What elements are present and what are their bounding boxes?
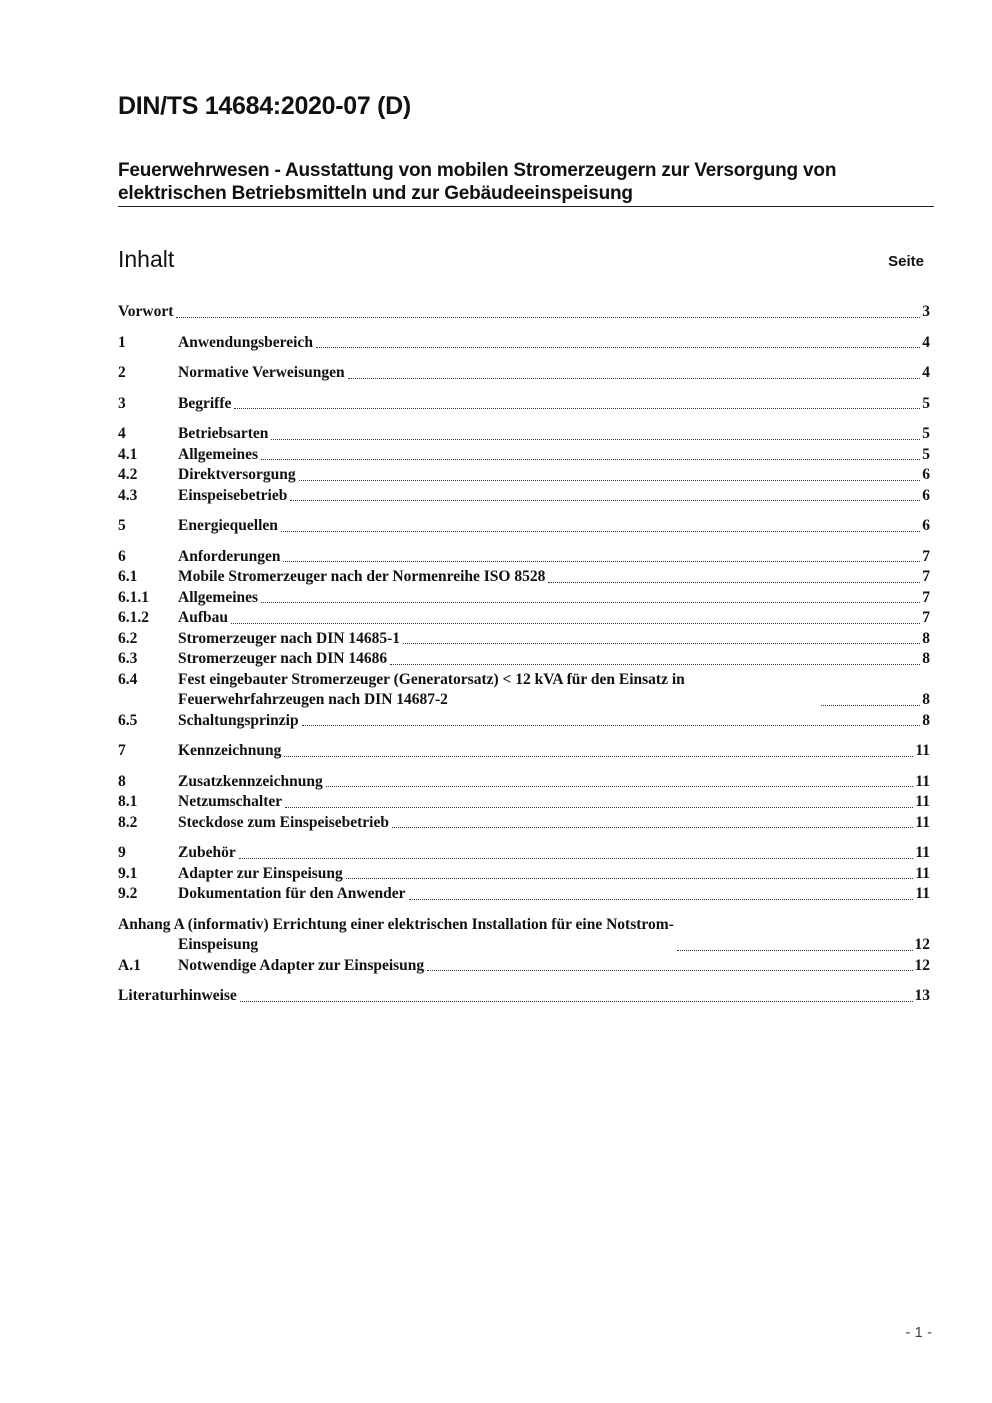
toc-entry-number: 7	[118, 742, 126, 759]
toc-entry-page: 6	[922, 466, 930, 483]
dot-leader	[281, 531, 920, 532]
toc-entry-page: 8	[922, 629, 930, 647]
toc-entry-4-1[interactable]	[118, 445, 930, 466]
toc-entry-6-2[interactable]	[118, 629, 930, 650]
dot-leader	[285, 807, 913, 808]
toc-entry-1[interactable]	[118, 333, 930, 354]
dot-leader	[316, 347, 920, 348]
dot-leader	[403, 643, 920, 644]
toc-entry-8[interactable]	[118, 772, 930, 793]
dot-leader	[284, 756, 913, 757]
toc-entry-page: 11	[915, 813, 930, 831]
toc-entry-title: Allgemeines	[178, 445, 259, 463]
toc-entry-6-3[interactable]	[118, 649, 930, 670]
toc-entry-title: Einspeisebetrieb	[178, 486, 288, 504]
toc-entry-number: 4.2	[118, 466, 138, 483]
toc-entry-title: Allgemeines	[178, 588, 259, 606]
toc-entry-title: Anwendungsbereich	[178, 333, 313, 351]
toc-entry-title: Anforderungen	[178, 547, 281, 565]
dot-leader	[299, 480, 921, 481]
toc-entry-page: 8	[922, 650, 930, 667]
toc-entry-title: Aufbau	[178, 609, 228, 626]
dot-leader	[261, 459, 920, 460]
toc-entry-page: 11	[915, 793, 930, 810]
dot-leader	[302, 725, 921, 726]
toc-entry-page: 4	[922, 333, 930, 351]
dot-leader	[409, 899, 914, 900]
toc-entry-number: 9.1	[118, 864, 138, 882]
dot-leader	[261, 602, 920, 603]
toc-entry-9[interactable]	[118, 843, 930, 864]
toc-entry-6-1-1[interactable]	[118, 588, 930, 609]
toc-entry-page: 12	[914, 936, 930, 953]
toc-entry-page: 7	[922, 609, 930, 626]
toc-entry-page: 6	[922, 486, 930, 504]
toc-entry-anhang-a[interactable]	[118, 915, 930, 956]
toc-entry-8-1[interactable]	[118, 792, 930, 813]
toc-entry-page: 11	[915, 864, 930, 882]
toc-entry-page: 3	[922, 303, 930, 320]
toc-entry-number: 4.1	[118, 445, 138, 463]
dot-leader	[346, 878, 914, 879]
toc-entry-title: Notwendige Adapter zur Einspeisung	[178, 956, 425, 974]
toc-entry-8-2[interactable]	[118, 813, 930, 834]
toc-entry-page: 8	[922, 691, 930, 708]
toc-entry-6-5[interactable]	[118, 711, 930, 732]
toc-entry-number: 6.2	[118, 629, 138, 647]
toc-entry-number: 8	[118, 772, 126, 790]
toc-entry-page: 8	[922, 711, 930, 729]
document-id: DIN/TS 14684:2020-07 (D)	[118, 92, 411, 120]
toc-entry-number: 6.4	[118, 670, 138, 688]
dot-leader	[677, 950, 913, 951]
toc-entry-page: 13	[914, 987, 930, 1004]
toc-entry-6[interactable]	[118, 547, 930, 568]
toc-entry-page: 5	[922, 394, 930, 412]
toc-entry-number: 6.5	[118, 711, 138, 729]
toc-entry-9-1[interactable]	[118, 864, 930, 885]
toc-heading: Inhalt	[118, 246, 175, 272]
dot-leader	[348, 378, 921, 379]
toc-entry-page: 5	[922, 425, 930, 442]
toc-entry-title: Zusatzkennzeichnung	[178, 772, 323, 790]
toc-entry-number: 6.3	[118, 650, 138, 667]
dot-leader	[239, 858, 914, 859]
toc-entry-number: 3	[118, 394, 126, 412]
toc-entry-number: 9	[118, 844, 126, 861]
toc-entry-title: Dokumentation für den Anwender	[178, 885, 406, 902]
toc-entry-page: 11	[915, 885, 930, 902]
title-divider	[118, 206, 934, 207]
annex-title-line-1: Anhang A (informativ) Errichtung einer elektrischen Installation für eine Notstrom-	[118, 915, 674, 933]
toc-entry-2[interactable]	[118, 363, 930, 384]
page-number: - 1 -	[905, 1324, 932, 1341]
toc-entry-number: 5	[118, 517, 126, 534]
toc-entry-title: Adapter zur Einspeisung	[178, 864, 343, 882]
annex-title-line-2: Einspeisung	[178, 936, 259, 953]
toc-entry-title: Kennzeichnung	[178, 742, 282, 759]
toc-entry-page: 7	[922, 568, 930, 585]
toc-entry-9-2[interactable]	[118, 884, 930, 905]
dot-leader	[283, 561, 920, 562]
toc-entry-6-1[interactable]	[118, 567, 930, 588]
toc-entry-number: 1	[118, 333, 126, 351]
toc-entry-vorwort[interactable]	[118, 302, 930, 323]
toc-entry-number: 6.1.1	[118, 588, 149, 606]
document-title: Feuerwehrwesen - Ausstattung von mobilen Stromerzeugern zur Versorgung von elektrischen Betriebsmitteln und zur Gebäudeeinspeisung	[118, 160, 837, 204]
dot-leader	[231, 623, 920, 624]
toc-entry-6-4[interactable]	[118, 670, 930, 711]
toc-entry-title: Fest eingebauter Stromerzeuger (Generatorsatz) < 12 kVA für den Einsatz in Feuerwehrfahrzeugen nach DIN 14687-2	[178, 670, 685, 708]
dot-leader	[427, 970, 912, 971]
toc-entry-title: Vorwort	[118, 303, 174, 320]
dot-leader	[234, 408, 920, 409]
toc-entry-page: 11	[915, 772, 930, 790]
toc-entry-number: 4.3	[118, 486, 138, 504]
toc-entry-title: Normative Verweisungen	[178, 364, 345, 381]
toc-entry-number: A.1	[118, 956, 141, 974]
toc-entry-4-3[interactable]	[118, 486, 930, 507]
toc-entry-number: 8.2	[118, 813, 138, 831]
toc-entry-page: 12	[914, 956, 930, 974]
toc-entry-page: 11	[915, 844, 930, 861]
dot-leader	[290, 500, 920, 501]
toc-entry-number: 6.1	[118, 568, 138, 585]
toc-entry-title: Direktversorgung	[178, 466, 296, 483]
dot-leader	[326, 786, 914, 787]
dot-leader	[548, 582, 920, 583]
table-of-contents	[118, 302, 930, 1007]
toc-entry-title: Stromerzeuger nach DIN 14685-1	[178, 629, 400, 647]
toc-entry-title: Stromerzeuger nach DIN 14686	[178, 650, 388, 667]
toc-entry-7[interactable]	[118, 741, 930, 762]
toc-entry-page: 7	[922, 588, 930, 606]
toc-entry-page: 4	[922, 364, 930, 381]
dot-leader	[271, 439, 920, 440]
toc-entry-title: Mobile Stromerzeuger nach der Normenreihe ISO 8528	[178, 568, 546, 585]
toc-entry-title: Netzumschalter	[178, 793, 283, 810]
toc-entry-page: 5	[922, 445, 930, 463]
dot-leader	[392, 827, 913, 828]
dot-leader	[240, 1001, 913, 1002]
toc-entry-literaturhinweise[interactable]	[118, 986, 930, 1007]
toc-entry-number: 6.1.2	[118, 609, 149, 626]
toc-entry-title: Begriffe	[178, 394, 232, 412]
toc-entry-number: 9.2	[118, 885, 138, 902]
toc-entry-title: Steckdose zum Einspeisebetrieb	[178, 813, 389, 831]
toc-entry-6-1-2[interactable]	[118, 608, 930, 629]
toc-entry-5[interactable]	[118, 516, 930, 537]
toc-entry-number: 2	[118, 364, 126, 381]
dot-leader	[821, 705, 920, 706]
page-column-label: Seite	[888, 253, 924, 270]
toc-entry-title: Energiequellen	[178, 517, 278, 534]
toc-entry-title	[118, 915, 674, 956]
toc-entry-number: 6	[118, 547, 126, 565]
toc-entry-a-1[interactable]	[118, 956, 930, 977]
toc-entry-number: 4	[118, 425, 126, 442]
toc-entry-number: 8.1	[118, 793, 138, 810]
dot-leader	[390, 664, 920, 665]
dot-leader	[176, 317, 920, 318]
toc-entry-title: Betriebsarten	[178, 425, 269, 442]
toc-entry-title: Literaturhinweise	[118, 987, 237, 1004]
toc-entry-page: 11	[915, 742, 930, 759]
toc-entry-3[interactable]	[118, 394, 930, 415]
toc-entry-4-2[interactable]	[118, 465, 930, 486]
toc-entry-title: Zubehör	[178, 844, 236, 861]
toc-entry-page: 6	[922, 517, 930, 534]
toc-entry-title: Schaltungsprinzip	[178, 711, 299, 729]
toc-entry-page: 7	[922, 547, 930, 565]
toc-entry-4[interactable]	[118, 424, 930, 445]
